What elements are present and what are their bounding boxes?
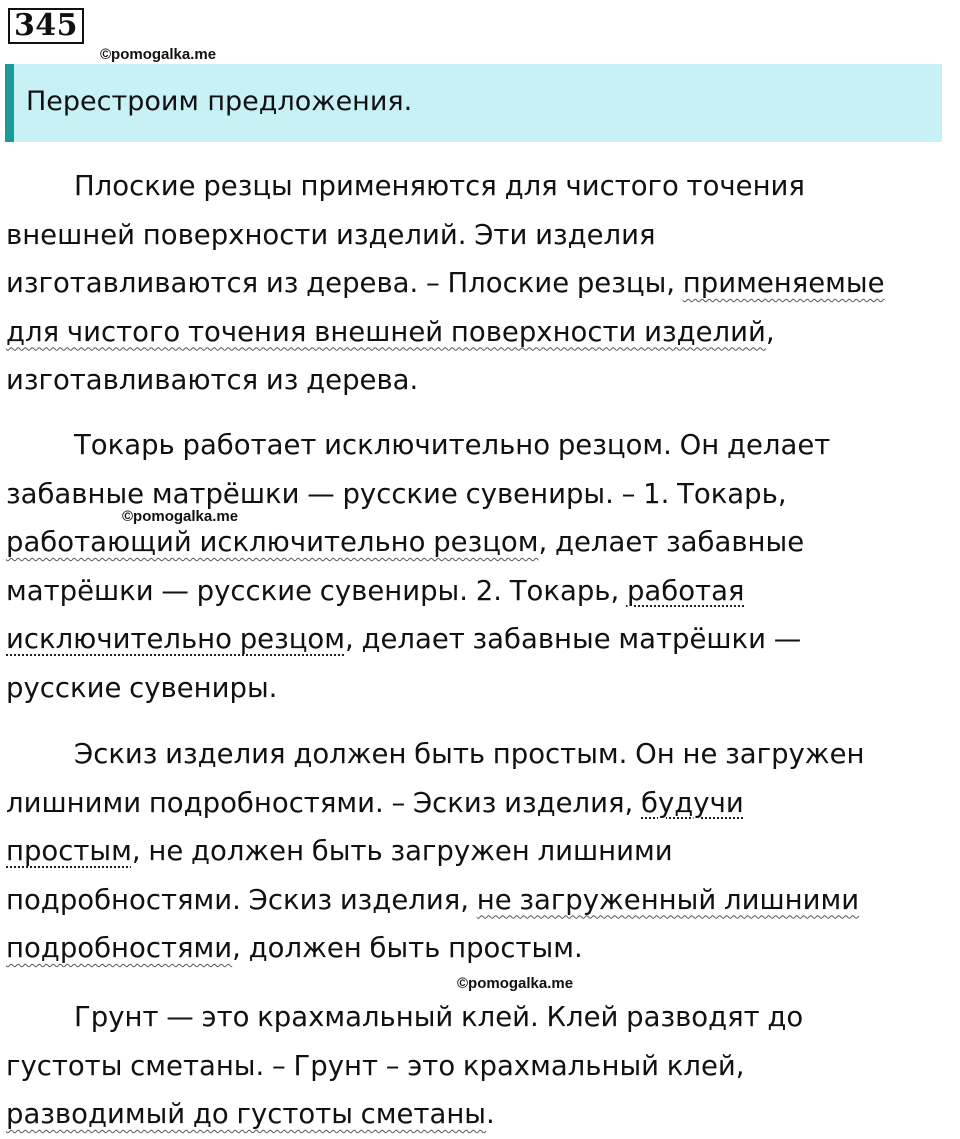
- paragraph-1: [6, 162, 956, 405]
- participle-phrase: разводимый до густоты сметаны: [6, 1098, 487, 1130]
- text-segment: изготавливаются из дерева. – Плоские резцы,: [6, 267, 683, 299]
- adverbial-phrase: будучи: [641, 786, 744, 819]
- text-segment: .: [486, 1098, 495, 1130]
- text-segment: , делает забавные матрёшки —: [345, 623, 802, 655]
- text-segment: густоты сметаны. – Грунт – это крахмальный клей,: [6, 1049, 745, 1082]
- text-line: [6, 567, 956, 616]
- text-line: [6, 1090, 956, 1139]
- text-line: [6, 162, 956, 211]
- participle-phrase: не загруженный лишними: [476, 883, 860, 916]
- watermark: ©pomogalka.me: [457, 975, 574, 992]
- task-number: 345: [8, 8, 84, 44]
- text-line: [6, 664, 956, 713]
- text-segment: изготавливаются из дерева.: [6, 364, 419, 396]
- text-segment: подробностями. Эскиз изделия,: [6, 883, 477, 916]
- text-segment: лишними подробностями. – Эскиз изделия,: [6, 786, 642, 819]
- participle-phrase: для чистого точения внешней поверхности изделий: [6, 315, 766, 348]
- text-line: [6, 518, 956, 567]
- text-line: [6, 211, 956, 260]
- adverbial-phrase: работая: [626, 574, 745, 607]
- participle-phrase: подробностями: [6, 932, 233, 964]
- text-line: [6, 827, 956, 876]
- text-segment: , должен быть простым.: [232, 932, 583, 964]
- text-segment: внешней поверхности изделий. Эти изделия: [6, 218, 656, 251]
- text-segment: забавные матрёшки — русские сувениры. – 1. Токарь,: [6, 477, 787, 510]
- adverbial-phrase: исключительно резцом: [6, 623, 346, 655]
- text-segment: , делает забавные: [538, 526, 805, 558]
- text-segment: , не должен быть загружен лишними: [131, 835, 673, 867]
- participle-phrase: применяемые: [682, 267, 885, 299]
- text-segment: русские сувениры.: [6, 671, 278, 704]
- watermark: ©pomogalka.me: [122, 508, 239, 525]
- heading-banner: [5, 64, 942, 142]
- text-line: [6, 615, 956, 664]
- paragraph-3: [6, 730, 956, 973]
- text-segment: Эскиз изделия должен быть простым. Он не загружен: [74, 738, 865, 770]
- text-segment: Грунт — это крахмальный клей. Клей разводят до: [74, 1001, 804, 1033]
- paragraph-2: [6, 421, 956, 712]
- text-line: [6, 308, 956, 357]
- text-segment: Плоские резцы применяются для чистого точения: [74, 170, 805, 202]
- heading: Перестроим предложения.: [26, 86, 413, 117]
- text-segment: матрёшки — русские сувениры. 2. Токарь,: [6, 574, 627, 607]
- text-segment: ,: [765, 315, 775, 348]
- text-line: [6, 1042, 956, 1091]
- text-segment: Токарь работает исключительно резцом. Он делает: [74, 429, 831, 461]
- watermark: ©pomogalka.me: [100, 46, 217, 63]
- paragraph-4: [6, 993, 956, 1139]
- text-line: [6, 993, 956, 1042]
- participle-phrase: работающий исключительно резцом: [6, 526, 539, 558]
- text-line: [6, 779, 956, 828]
- text-line: [6, 924, 956, 973]
- text-line: [6, 730, 956, 779]
- text-line: [6, 421, 956, 470]
- adverbial-phrase: простым: [6, 835, 132, 867]
- text-line: [6, 356, 956, 405]
- text-line: [6, 259, 956, 308]
- text-line: [6, 876, 956, 925]
